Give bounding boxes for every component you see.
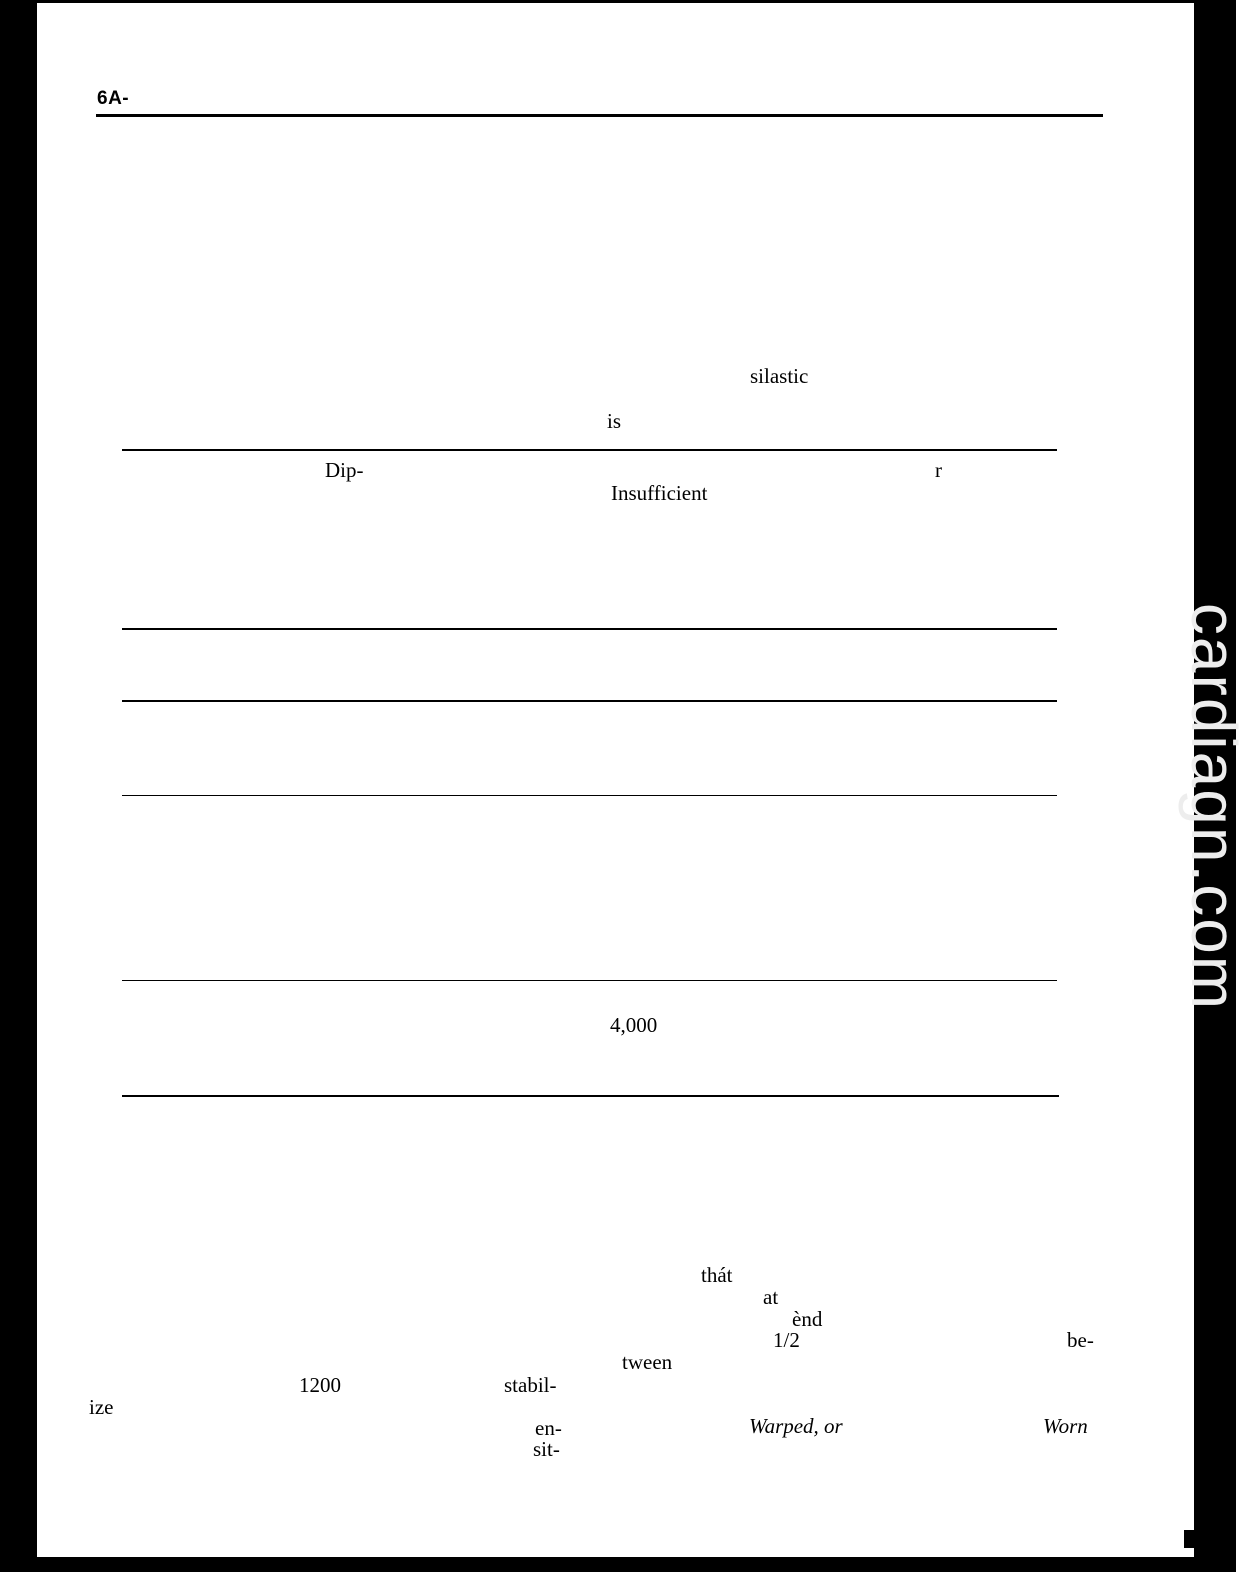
text-sit: sit-	[533, 1437, 560, 1461]
text-that: thát	[701, 1263, 733, 1287]
text-1200: 1200	[299, 1373, 341, 1397]
text-end: ènd	[792, 1307, 823, 1331]
text-stabil: stabil-	[504, 1373, 557, 1397]
table-row-rule	[122, 628, 1057, 630]
scan-border-top	[0, 0, 1236, 3]
table-word-is: is	[607, 409, 622, 433]
table-row-rule	[122, 795, 1057, 796]
table-top-rule	[122, 449, 1057, 451]
watermark: cardiagn.com	[1178, 602, 1251, 1012]
table-bottom-rule	[122, 1095, 1059, 1097]
scan-border-left	[0, 0, 37, 1572]
section-number: 6A-	[97, 88, 130, 109]
table-cell-r: r	[935, 458, 942, 482]
text-worn: Worn	[1043, 1414, 1088, 1438]
scan-artifact	[1184, 1530, 1194, 1548]
table-word-silastic: silastic	[750, 364, 809, 388]
header-rule	[96, 114, 1103, 117]
table-cell-4000: 4,000	[610, 1013, 658, 1037]
text-at: at	[763, 1285, 779, 1309]
text-en: en-	[535, 1416, 562, 1440]
table-cell-insufficient: Insufficient	[611, 481, 708, 505]
table-row-rule	[122, 700, 1057, 702]
text-tween: tween	[622, 1350, 673, 1374]
table-cell-dip: Dip-	[325, 458, 364, 482]
table-row-rule	[122, 980, 1057, 981]
scan-border-bottom	[0, 1557, 1236, 1572]
text-half: 1/2	[773, 1328, 800, 1352]
text-be: be-	[1067, 1328, 1094, 1352]
text-warped-or: Warped, or	[749, 1414, 843, 1438]
text-ize: ize	[89, 1395, 114, 1419]
